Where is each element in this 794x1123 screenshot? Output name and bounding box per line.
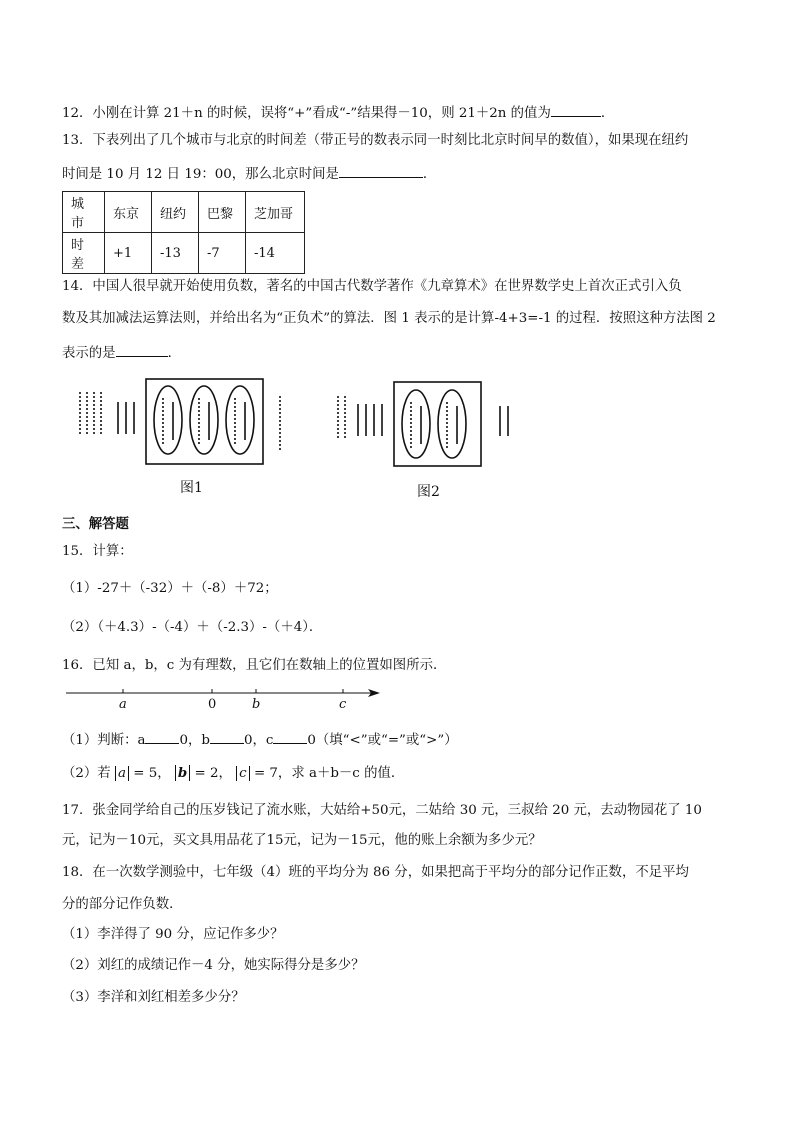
- q14-line1: 14．中国人很早就开始使用负数，著名的中国古代数学著作《九章算术》在世界数学史上首次正式引入负: [62, 279, 682, 294]
- negative-rods-group: [80, 392, 101, 434]
- q16-p1-b: 0，b: [179, 733, 210, 748]
- q18-part3: （3）李洋和刘红相差多少分？: [62, 990, 245, 1005]
- pair-ellipse: [438, 390, 466, 458]
- q18-part1: （1）李洋得了 90 分，应记作多少？: [62, 927, 284, 942]
- number-line: [66, 684, 386, 712]
- answer-blank-c[interactable]: [273, 729, 307, 744]
- figure-2-counting-rods: [330, 378, 520, 473]
- q17-line1: 17．张金同学给自己的压岁钱记了流水账，大姑给+50元，二姑给 30 元，三叔给 20 元，去动物园花了 10: [62, 803, 702, 818]
- pair-ellipse: [402, 390, 430, 458]
- q16-part1: [62, 729, 458, 750]
- table-cell: -14: [246, 233, 305, 274]
- answer-blank-a[interactable]: [145, 729, 179, 744]
- q16-part2: [62, 764, 404, 783]
- q14-line2: 数及其加减法运算法则，并给出名为“正负术”的算法．图 1 表示的是计算-4+3=-1 的过程．按照这种方法图 2: [62, 311, 716, 326]
- positive-rods-group: [118, 402, 134, 434]
- q14-answer-blank[interactable]: [116, 342, 168, 357]
- axis-label-a: a: [119, 697, 127, 712]
- table-cell: 东京: [105, 192, 152, 233]
- q17-line2: 元，记为－10元，买文具用品花了15元，记为－15元，他的账上余额为多少元？: [62, 833, 542, 848]
- axis-label-c: c: [339, 697, 347, 712]
- q18-part2: （2）刘红的成绩记作－4 分，她实际得分是多少？: [62, 958, 365, 973]
- table-cell: +1: [105, 233, 152, 274]
- q16-abs-a-expr: = 5，: [133, 766, 171, 781]
- table-cell: 纽约: [152, 192, 199, 233]
- abs-a: a: [115, 766, 129, 781]
- pair-ellipse: [154, 386, 182, 454]
- q13-answer-blank[interactable]: [339, 163, 423, 178]
- pair-ellipse: [226, 386, 254, 454]
- q16-p1-a: （1）判断：a: [62, 733, 146, 748]
- table-row: [63, 233, 305, 274]
- table-cell: -7: [199, 233, 246, 274]
- q15-part1: （1）-27＋（-32）＋（-8）＋72；: [62, 581, 278, 596]
- q15-title: 15．计算：: [62, 544, 133, 559]
- q14-line3: [62, 342, 181, 363]
- figure-2-caption: 图2: [417, 484, 440, 500]
- q12-answer-blank[interactable]: [551, 102, 601, 117]
- q12-text: 12．小刚在计算 21＋n 的时候，误将“+”看成“-”结果得－10，则 21＋2n 的值为: [62, 106, 551, 121]
- q18-line1: 18．在一次数学测验中，七年级（4）班的平均分为 86 分，如果把高于平均分的部分记作正数，不足平均: [62, 865, 689, 880]
- axis-label-zero: 0: [208, 697, 217, 712]
- table-row: [63, 192, 305, 233]
- table-cell: 巴黎: [199, 192, 246, 233]
- q13-text: 时间是 10 月 12 日 19：00，那么北京时间是: [62, 167, 339, 182]
- answer-blank-b[interactable]: [210, 729, 244, 744]
- table-cell: 芝加哥: [246, 192, 305, 233]
- abs-b: b: [175, 765, 190, 781]
- q13-line1: 13．下表列出了几个城市与北京的时间差（带正号的数表示同一时刻比北京时间早的数值），如果现在纽约: [62, 133, 689, 148]
- negative-rods-group: [338, 396, 345, 438]
- q14-end: ．: [167, 346, 181, 361]
- q16-p2-a: （2）若: [62, 766, 111, 781]
- table-cell: 城市: [63, 192, 105, 233]
- table-cell: -13: [152, 233, 199, 274]
- abs-c: c: [236, 766, 250, 781]
- section-heading: 三、解答题: [62, 516, 129, 532]
- q12-line: [62, 102, 614, 123]
- figure-1-counting-rods: [70, 372, 290, 472]
- q16-title: 16．已知 a，b，c 为有理数，且它们在数轴上的位置如图所示．: [62, 658, 447, 673]
- q18-line2: 分的部分记作负数．: [62, 897, 183, 912]
- q16-abs-b-expr: = 2，: [194, 766, 232, 781]
- timezone-table: [62, 191, 305, 274]
- q14-text: 表示的是: [62, 346, 116, 361]
- pair-ellipse: [190, 386, 218, 454]
- q16-p1-c: 0，c: [243, 733, 274, 748]
- axis-label-b: b: [252, 697, 261, 712]
- table-cell: 时差: [63, 233, 105, 274]
- q13-end: ．: [422, 167, 437, 182]
- positive-rods-group: [358, 404, 382, 436]
- q16-p1-d: 0（填“<”或“=”或“>”）: [307, 733, 458, 748]
- q15-part2: （2）（＋4.3）-（-4）＋（-2.3）-（＋4）．: [62, 620, 323, 635]
- q16-abs-c-expr: = 7，求 a＋b－c 的值．: [253, 766, 405, 781]
- q13-line2: [62, 163, 436, 184]
- figure-1-caption: 图1: [180, 480, 203, 496]
- q12-end: ．: [600, 106, 615, 121]
